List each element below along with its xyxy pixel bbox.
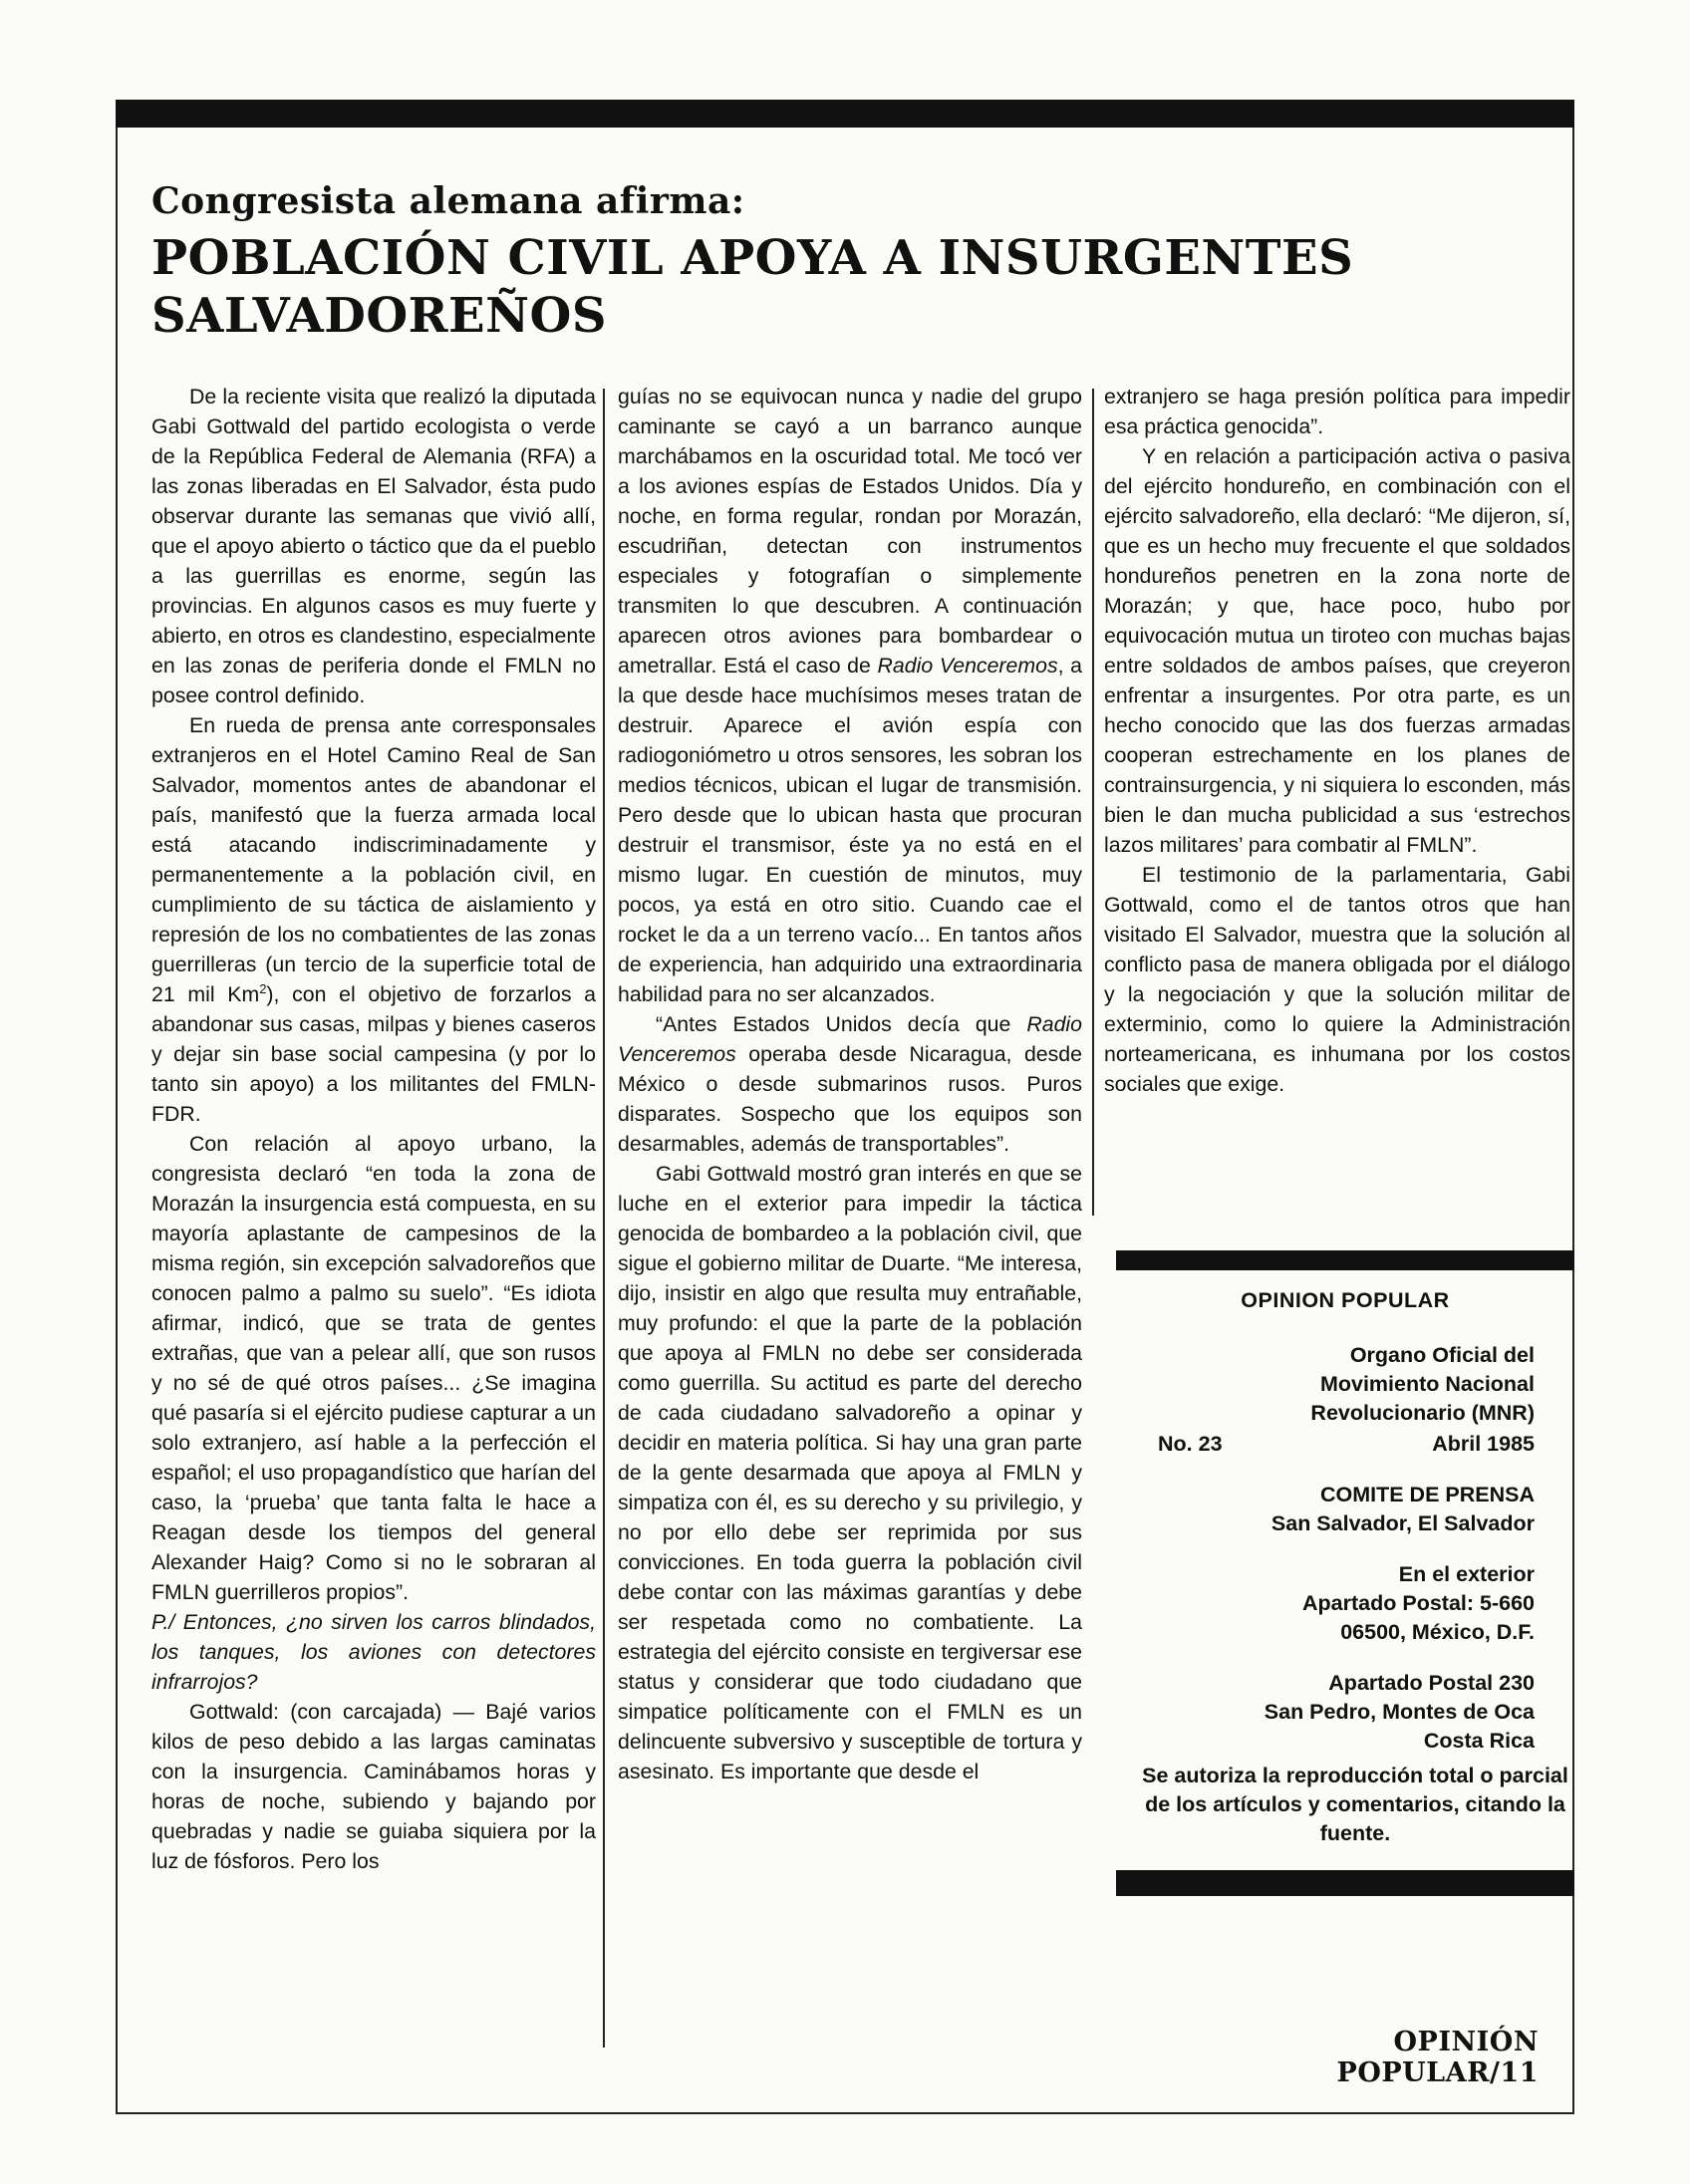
kicker: Congresista alemana afirma: — [151, 180, 745, 222]
masthead-issue — [1116, 1430, 1574, 1459]
masthead-title: OPINION POPULAR — [1241, 1288, 1450, 1312]
paragraph: De la reciente visita que realizó la diputada Gabi Gottwald del partido ecologista o verde de la República Federal de Alemania (RFA) a las zonas liberadas en El Salvador, ésta pudo observar durante las semanas que vivió allí, que el apoyo abierto o táctico que da el pueblo a las guerrillas es enorme, según las provincias. En algunos casos es muy fuerte y abierto, en otros es clandestino, especialmente en las zonas de periferia donde el FMLN no posee control definido. — [151, 385, 596, 707]
paragraph — [618, 382, 1082, 1009]
paragraph: El testimonio de la parlamentaria, Gabi Gottwald, como el de tantos otros que han visitado El Salvador, muestra que la solución al conflicto pasa de manera obligada por el diálogo y la negociación y que la solución militar de exterminio, como lo quiere la Administración norteamericana, es inhumana por los costos sociales que exige. — [1104, 863, 1570, 1096]
masthead-rule — [1116, 1250, 1574, 1270]
paragraph-text: guías no se equivocan nunca y nadie del grupo caminante se cayó a un barranco aunque marchábamos en la oscuridad total. Me tocó ver a los aviones espías de Estados Unidos. Día y noche, en forma regular, rondan por Morazán, escudriñan, detectan con instrumentos especiales y fotografían o simplemente transmiten lo que descubren. A continuación aparecen otros aviones para bombardear o ametrallar. Está el caso de — [618, 385, 1082, 678]
paragraph — [151, 710, 596, 1129]
masthead-press — [1116, 1481, 1574, 1538]
masthead-rule — [1116, 1870, 1574, 1896]
radio-name: Radio Venceremos — [618, 1012, 1082, 1066]
cr-line: San Pedro, Montes de Oca — [1264, 1700, 1535, 1724]
paragraph-text: , a la que desde hace muchísimos meses tratan de destruir. Aparece el avión espía con radiogoniómetro u otros sensores, les sobran los medios técnicos, ubican el lugar de transmisión. Pero desde que lo ubican hasta que procuran destruir el transmisor, éste ya no está en el mismo lugar. En cuestión de minutos, muy pocos, ya está en otro sitio. Cuando cae el rocket le da a un terreno vacío... En tantos años de experiencia, han adquirido una extraordinaria habilidad para no ser alcanzados. — [618, 654, 1083, 1006]
top-rule — [116, 100, 1574, 128]
paragraph: Con relación al apoyo urbano, la congresista declaró “en toda la zona de Morazán la insurgencia está compuesta, en su mayoría aplastante de campesinos de la misma región, sin excepción salvadoreños que conocen palmo a palmo su suelo”. “Es idiota afirmar, indicó, que se trata de gentes extrañas, que van a pelear allí, que son rusos y no sé de qué otros países... ¿Se imagina qué pasaría si el ejército pudiese capturar a un solo extranjero, así hable a la perfección el español; el uso propagandístico que harían del caso, la ‘prueba’ que tanta falta le hace a Reagan desde los tiempos del general Alexander Haig? Como si no le sobraran al FMLN guerrilleros propios”. — [151, 1132, 596, 1604]
paragraph: Y en relación a participación activa o pasiva del ejército hondureño, en combinación con el ejército salvadoreño, ella declaró: “Me dijeron, sí, que es un hecho muy frecuente el que soldados hondureños penetren en la zona norte de Morazán; y que, hace poco, hubo por equivocación mutua un tiroteo con muchas bajas entre soldados de ambos países, que creyeron enfrentar a insurgentes. Por otra parte, es un hecho conocido que las dos fuerzas armadas cooperan estrechamente en los planes de contrainsurgencia, y ni siquiera lo esconden, más bien le dan mucha publicidad a sus ‘estrechos lazos militares’ para combatir al FMLN”. — [1104, 444, 1570, 857]
organ-line: Movimiento Nacional — [1319, 1372, 1535, 1396]
issue-date: Abril 1985 — [1432, 1432, 1535, 1456]
organ-line: Revolucionario (MNR) — [1310, 1401, 1535, 1425]
issue-number: No. 23 — [1158, 1432, 1223, 1456]
masthead-abroad — [1116, 1560, 1574, 1647]
paragraph: Gottwald: (con carcajada) — Bajé varios kilos de peso debido a las largas caminatas con la insurgencia. Caminábamos horas y horas de noche, subiendo y bajando por quebradas y nadie se guiaba siquiera por la luz de fósforos. Pero los — [151, 1700, 596, 1873]
abroad-line: En el exterior — [1398, 1562, 1535, 1586]
headline: POBLACIÓN CIVIL APOYA A INSURGENTES SALVADOREÑOS — [151, 230, 1354, 344]
interview-question — [151, 1607, 596, 1697]
cr-line: Apartado Postal 230 — [1328, 1671, 1535, 1695]
abroad-line: 06500, México, D.F. — [1340, 1620, 1535, 1644]
headline-block — [151, 179, 1547, 345]
paragraph: extranjero se haga presión política para impedir esa práctica genocida”. — [1104, 385, 1570, 438]
article-column-3 — [1104, 382, 1570, 1099]
press-line: San Salvador, El Salvador — [1270, 1511, 1535, 1535]
article-column-1 — [151, 382, 596, 1876]
paragraph-text: En rueda de prensa ante corresponsales extranjeros en el Hotel Camino Real de San Salvador, momentos antes de abandonar el país, manifestó que la fuerza armada local está atacando indiscriminadamente y permanentemente a la población civil, en cumplimiento de su táctica de aislamiento y represión de los no combatientes de las zonas guerrilleras (un tercio de la superficie total de 21 mil Km — [151, 713, 596, 1006]
press-line: COMITE DE PRENSA — [1319, 1483, 1535, 1506]
radio-name: Radio Venceremos — [877, 654, 1058, 678]
column-rule — [1092, 389, 1094, 1216]
cr-line: Costa Rica — [1423, 1729, 1535, 1753]
superscript: 2 — [259, 980, 267, 996]
abroad-line: Apartado Postal: 5-660 — [1302, 1591, 1535, 1615]
masthead-organ — [1116, 1341, 1574, 1428]
question-text: P./ Entonces, ¿no sirven los carros blindados, los tanques, los aviones con detectores infrarrojos? — [151, 1610, 596, 1694]
page-footer: OPINIÓN POPULAR/11 — [1336, 2027, 1539, 2088]
column-rule — [603, 389, 605, 2048]
paragraph-text: “Antes Estados Unidos decía que — [656, 1012, 1027, 1036]
paragraph-text: operaba desde Nicaragua, desde México o desde submarinos rusos. Puros disparates. Sospecho que los equipos son desarmables, además de transportables”. — [618, 1042, 1082, 1156]
paragraph: Gabi Gottwald mostró gran interés en que se luche en el exterior para impedir la táctica genocida de bombardeo a la población civil, que sigue el gobierno militar de Duarte. “Me interesa, dijo, insistir en algo que resulta muy entrañable, muy profundo: el que la parte de la población que apoya al FMLN no debe ser considerada como guerrilla. Su actitud es parte del derecho de cada ciudadano salvadoreño a opinar y decidir en materia política. Si hay una gran parte de la gente desarmada que apoya al FMLN y simpatiza con él, es su derecho y su privilegio, y no por ello debe ser reprimida por sus convicciones. En toda guerra la población civil debe contar con las máximas garantías y debe ser respetada como no combatiente. La estrategia del ejército consiste en tergiversar ese status y considerar que todo ciudadano que simpatice políticamente con el FMLN es un delincuente subversivo y susceptible de tortura y asesinato. Es importante que desde el — [618, 1162, 1082, 1783]
masthead-box — [1116, 1250, 1574, 1896]
paragraph-text: ), con el objetivo de forzarlos a abandonar sus casas, milpas y bienes caseros y dejar sin base social campesina (y por lo tanto sin apoyo) a los militantes del FMLN-FDR. — [151, 982, 596, 1126]
paragraph — [618, 1009, 1082, 1159]
masthead-costa-rica — [1116, 1669, 1574, 1756]
organ-line: Organo Oficial del — [1349, 1343, 1535, 1367]
reproduction-note: Se autoriza la reproducción total o parcial de los artículos y comentarios, citando la fuente. — [1142, 1764, 1568, 1845]
article-column-2 — [618, 382, 1082, 1786]
